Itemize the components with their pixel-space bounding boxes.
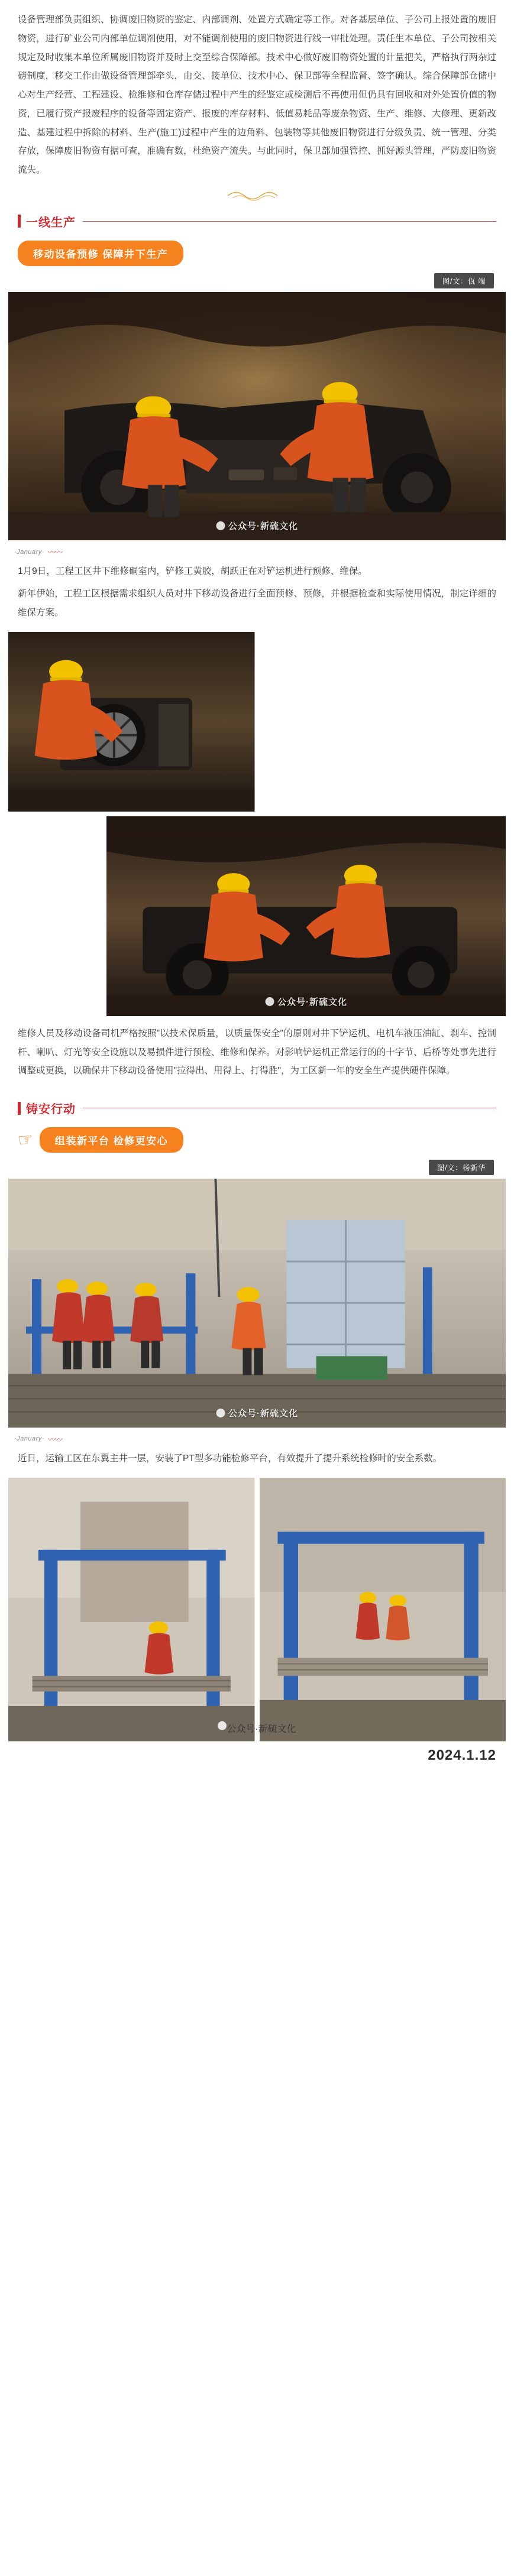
section-heading-safety [0, 1099, 514, 1117]
section1-paragraph-3: 维修人员及移动设备司机严格按照"以技术保质量，以质量保安全"的原则对井下铲运机、电机车液压油缸、刹车、控制杆、喇叭、灯光等安全设施以及易损件进行预检、维修和保养。对影响铲运机正常运行的的十字节、后桥等处事先进行调整或更换，以确保井下移动设备使用"拉得出、用得上、打得胜"，为工区新一年的安全生产提供硬件保障。 [18, 1028, 496, 1076]
month-label: ·January· [14, 1435, 44, 1443]
heading-accent-bar [18, 1102, 21, 1115]
photo-watermark: 公众号·新硫文化 [216, 1407, 298, 1419]
wave-line-icon: 〰〰 [47, 548, 62, 557]
intro-text-block [0, 0, 514, 180]
section2-paragraph-1-wrap [0, 1446, 514, 1474]
section2-photo1-wrap [0, 1179, 514, 1427]
month-label: ·January· [14, 548, 44, 556]
publish-date: 2024.1.12 [428, 1747, 496, 1764]
section1-photo2 [8, 632, 255, 812]
section2-byline-row [0, 1156, 514, 1179]
section1-paragraph-1-wrap [0, 559, 514, 628]
watermark-dot-icon [218, 1721, 227, 1730]
ornament-icon [222, 188, 293, 203]
section2-subtitle-pill: 组装新平台 检修更安心 [40, 1127, 183, 1153]
section1-photo1-wrap [0, 292, 514, 541]
ornament-divider [0, 180, 514, 207]
photo-watermark: 公众号·新硫文化 [216, 520, 298, 532]
section1-month-stamp [0, 540, 514, 559]
heading-accent-bar [18, 215, 21, 228]
section1-subtitle-pill: 移动设备预修 保障井下生产 [18, 241, 183, 266]
heading-rule [83, 221, 496, 222]
section1-paragraph-1: 1月9日，工程工区井下维修硐室内，铲修工黄胶，胡跃正在对铲运机进行预修、维保。 [18, 566, 367, 577]
photo-watermark: 公众号·新硫文化 [265, 995, 347, 1008]
section1-photo3-wrap [0, 812, 514, 1016]
photo-watermark: 公众号·新硫文化 [218, 1721, 296, 1735]
section2-photo3 [260, 1478, 506, 1742]
section1-photo3 [106, 816, 506, 1016]
section1-title: 一线生产 [26, 216, 76, 229]
watermark-dot-icon [265, 997, 274, 1006]
watermark-dot-icon [216, 521, 225, 530]
section2-byline: 图/文：杨新华 [429, 1160, 494, 1175]
section1-pill-row [0, 238, 514, 270]
section2-bottom-watermark-wrap [0, 1721, 514, 1739]
watermark-dot-icon [216, 1409, 225, 1417]
pointing-hand-icon: ☞ [16, 1128, 35, 1151]
section1-photo2-spacer [260, 632, 506, 812]
section2-month-stamp [0, 1427, 514, 1446]
section2-pill-row [0, 1125, 514, 1156]
section1-byline-row [0, 270, 514, 292]
section1-byline: 图/文：佤 端 [434, 273, 494, 288]
wave-line-icon: 〰〰 [47, 1435, 62, 1444]
section2-photo-pair [0, 1474, 514, 1742]
section2-photo2 [8, 1478, 255, 1742]
section1-paragraph-2: 新年伊始，工程工区根据需求组织人员对井下移动设备进行全面预修、预修，并根据检查和实际使用情况，制定详细的维保方案。 [18, 589, 496, 618]
section2-photo1 [8, 1179, 506, 1427]
section-heading-production [0, 213, 514, 230]
section1-photo1 [8, 292, 506, 541]
section2-paragraph-1: 近日，运输工区在东翼主井一层，安装了PT型多功能检修平台，有效提升了提升系统检修时的安全系数。 [18, 1453, 442, 1464]
section2-title: 铸安行动 [26, 1103, 76, 1117]
section1-paragraph-3-wrap [0, 1016, 514, 1086]
intro-paragraph: 设备管理部负责组织、协调废旧物资的鉴定、内部调剂、处置方式确定等工作。对各基层单位、子公司上报处置的废旧物资，进行矿业公司内部单位调剂使用，对不能调剂使用的废旧物资进行线一审批处理。责任生本单位、子公司按相关规定及时收集本单位所属废旧物资并及时上交至综合保障部。技术中心做好废旧物资处置的计量把关，严格执行两杂过磅制度，移交工作由做设备管理部牵头，由交、接单位、技术中心、保卫部等全程监督、签字确认。综合保障部仓储中心对生产经营、工程建设、检维修和仓库存储过程中产生的经鉴定或检测后不再使用但仍具有回收和对外处置价值的物资，已履行资产报废程序的设备等固定资产、报废的库存材料、低值易耗品等废杂物资、生产、维修、大修理、更新改造、基建过程中拆除的材料、生产(施工)过程中产生的边角料、包装物等其他废旧物资进行分级负责、统一管理、分类存放，保障废旧物资有据可查，准确有数，杜绝资产流失。与此同时，保卫部加强管控、抓好源头管理，严防废旧物资流失。 [18, 15, 496, 176]
section1-photo2-row [0, 628, 514, 812]
